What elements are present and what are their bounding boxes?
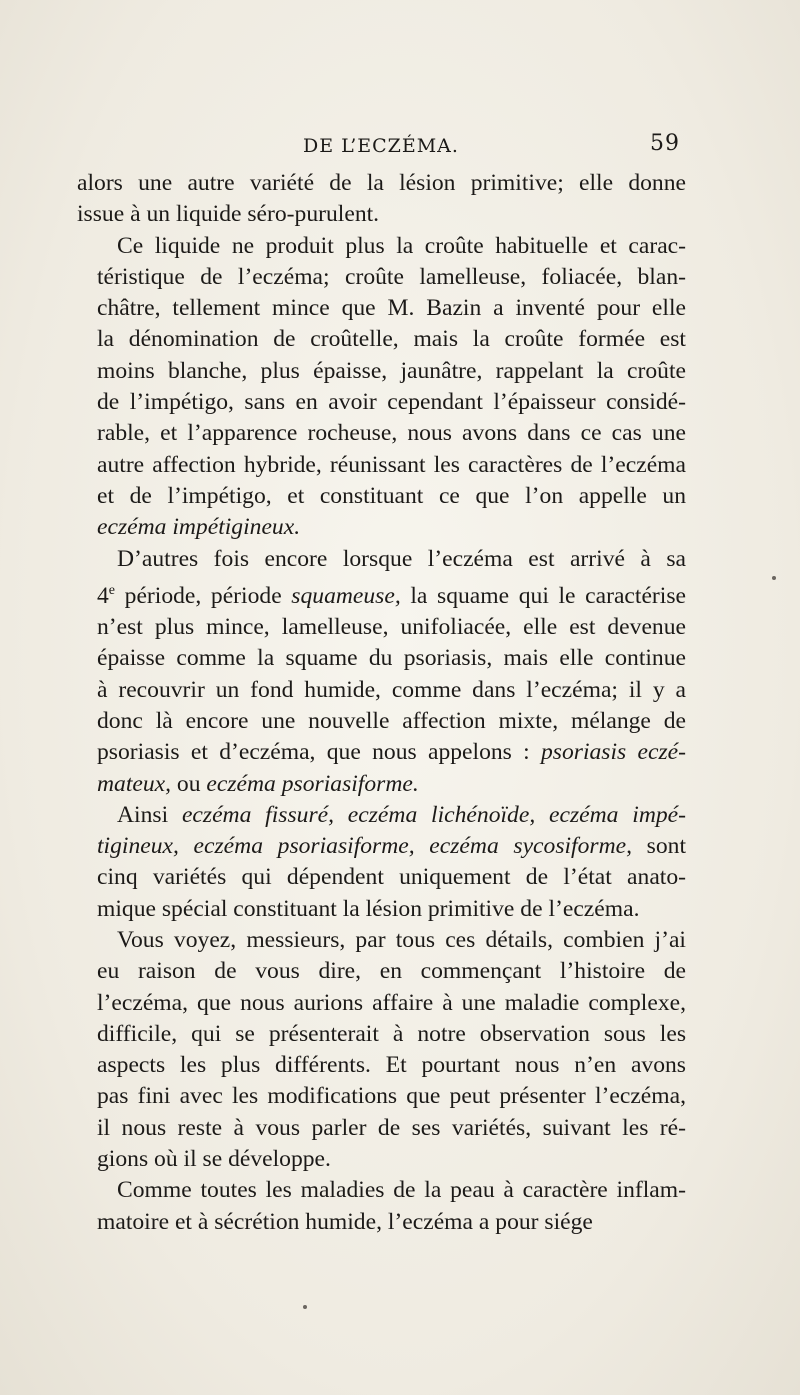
text-line: Comme toutes les maladies de la peau à caractère inflam- bbox=[117, 1177, 686, 1204]
text-line: épaisse comme la squame du psoriasis, mais elle continue bbox=[97, 645, 686, 672]
text-line: il nous reste à vous parler de ses variétés, suivant les ré- bbox=[97, 1114, 686, 1141]
text-line: eu raison de vous dire, en commençant l’histoire de bbox=[97, 958, 686, 985]
text-line: eczéma impétigineux. bbox=[97, 514, 301, 541]
paragraph bbox=[77, 544, 686, 800]
text-line: mateux, ou eczéma psoriasiforme. bbox=[97, 770, 419, 797]
text-line: n’est plus mince, lamelleuse, unifoliacée, elle est devenue bbox=[97, 614, 686, 641]
text-line: alors une autre variété de la lésion primitive; elle donne bbox=[77, 170, 686, 196]
ink-speck bbox=[303, 1305, 307, 1309]
running-title: DE L’ECZÉMA. bbox=[303, 135, 459, 157]
paragraph bbox=[77, 1175, 686, 1238]
text-line: Ce liquide ne produit plus la croûte habituelle et carac- bbox=[117, 232, 686, 259]
text-line: tigineux, eczéma psoriasiforme, eczéma sycosiforme, sont bbox=[97, 833, 686, 860]
text-line: psoriasis et d’eczéma, que nous appelons : psoriasis eczé- bbox=[97, 739, 686, 766]
text-line: et de l’impétigo, et constituant ce que l’on appelle un bbox=[97, 482, 686, 509]
paragraph bbox=[77, 231, 686, 544]
text-line: pas fini avec les modifications que peut présenter l’eczéma, bbox=[97, 1083, 686, 1110]
text-line: Vous voyez, messieurs, par tous ces détails, combien j’ai bbox=[117, 926, 686, 953]
text-line: gions où il se développe. bbox=[97, 1146, 331, 1173]
text-line: D’autres fois encore lorsque l’eczéma est arrivé à sa bbox=[117, 545, 686, 572]
page-header bbox=[77, 131, 686, 163]
text-line: mique spécial constituant la lésion primitive de l’eczéma. bbox=[97, 895, 640, 922]
text-line: Ainsi eczéma fissuré, eczéma lichénoïde, eczéma impé- bbox=[117, 801, 686, 828]
text-line: cinq variétés qui dépendent uniquement de l’état anato- bbox=[97, 864, 686, 891]
paragraph bbox=[77, 168, 686, 231]
ink-speck bbox=[772, 576, 776, 580]
text-line: 4e période, période squameuse, la squame qui le caractérise bbox=[97, 582, 686, 609]
text-line: moins blanche, plus épaisse, jaunâtre, rappelant la croûte bbox=[97, 357, 686, 384]
text-line: donc là encore une nouvelle affection mixte, mélange de bbox=[97, 707, 686, 734]
text-line: à recouvrir un fond humide, comme dans l’eczéma; il y a bbox=[97, 676, 686, 703]
text-line: téristique de l’eczéma; croûte lamelleuse, foliacée, blan- bbox=[97, 263, 686, 290]
text-line: châtre, tellement mince que M. Bazin a inventé pour elle bbox=[97, 295, 686, 322]
text-line: rable, et l’apparence rocheuse, nous avons dans ce cas une bbox=[97, 420, 686, 447]
page-number: 59 bbox=[650, 131, 680, 156]
text-line: autre affection hybride, réunissant les caractères de l’eczéma bbox=[97, 451, 686, 478]
paragraph bbox=[77, 925, 686, 1175]
text-line: matoire et à sécrétion humide, l’eczéma a pour siége bbox=[97, 1208, 593, 1235]
text-line: aspects les plus différents. Et pourtant nous n’en avons bbox=[97, 1052, 686, 1079]
text-line: issue à un liquide séro-purulent. bbox=[77, 201, 380, 228]
paragraph bbox=[77, 800, 686, 925]
text-line: de l’impétigo, sans en avoir cependant l’épaisseur considé- bbox=[97, 389, 686, 416]
text-line: la dénomination de croûtelle, mais la croûte formée est bbox=[97, 326, 686, 353]
text-line: l’eczéma, que nous aurions affaire à une maladie complexe, bbox=[97, 989, 686, 1016]
body-text bbox=[77, 168, 686, 1238]
text-line: difficile, qui se présenterait à notre observation sous les bbox=[97, 1020, 686, 1047]
